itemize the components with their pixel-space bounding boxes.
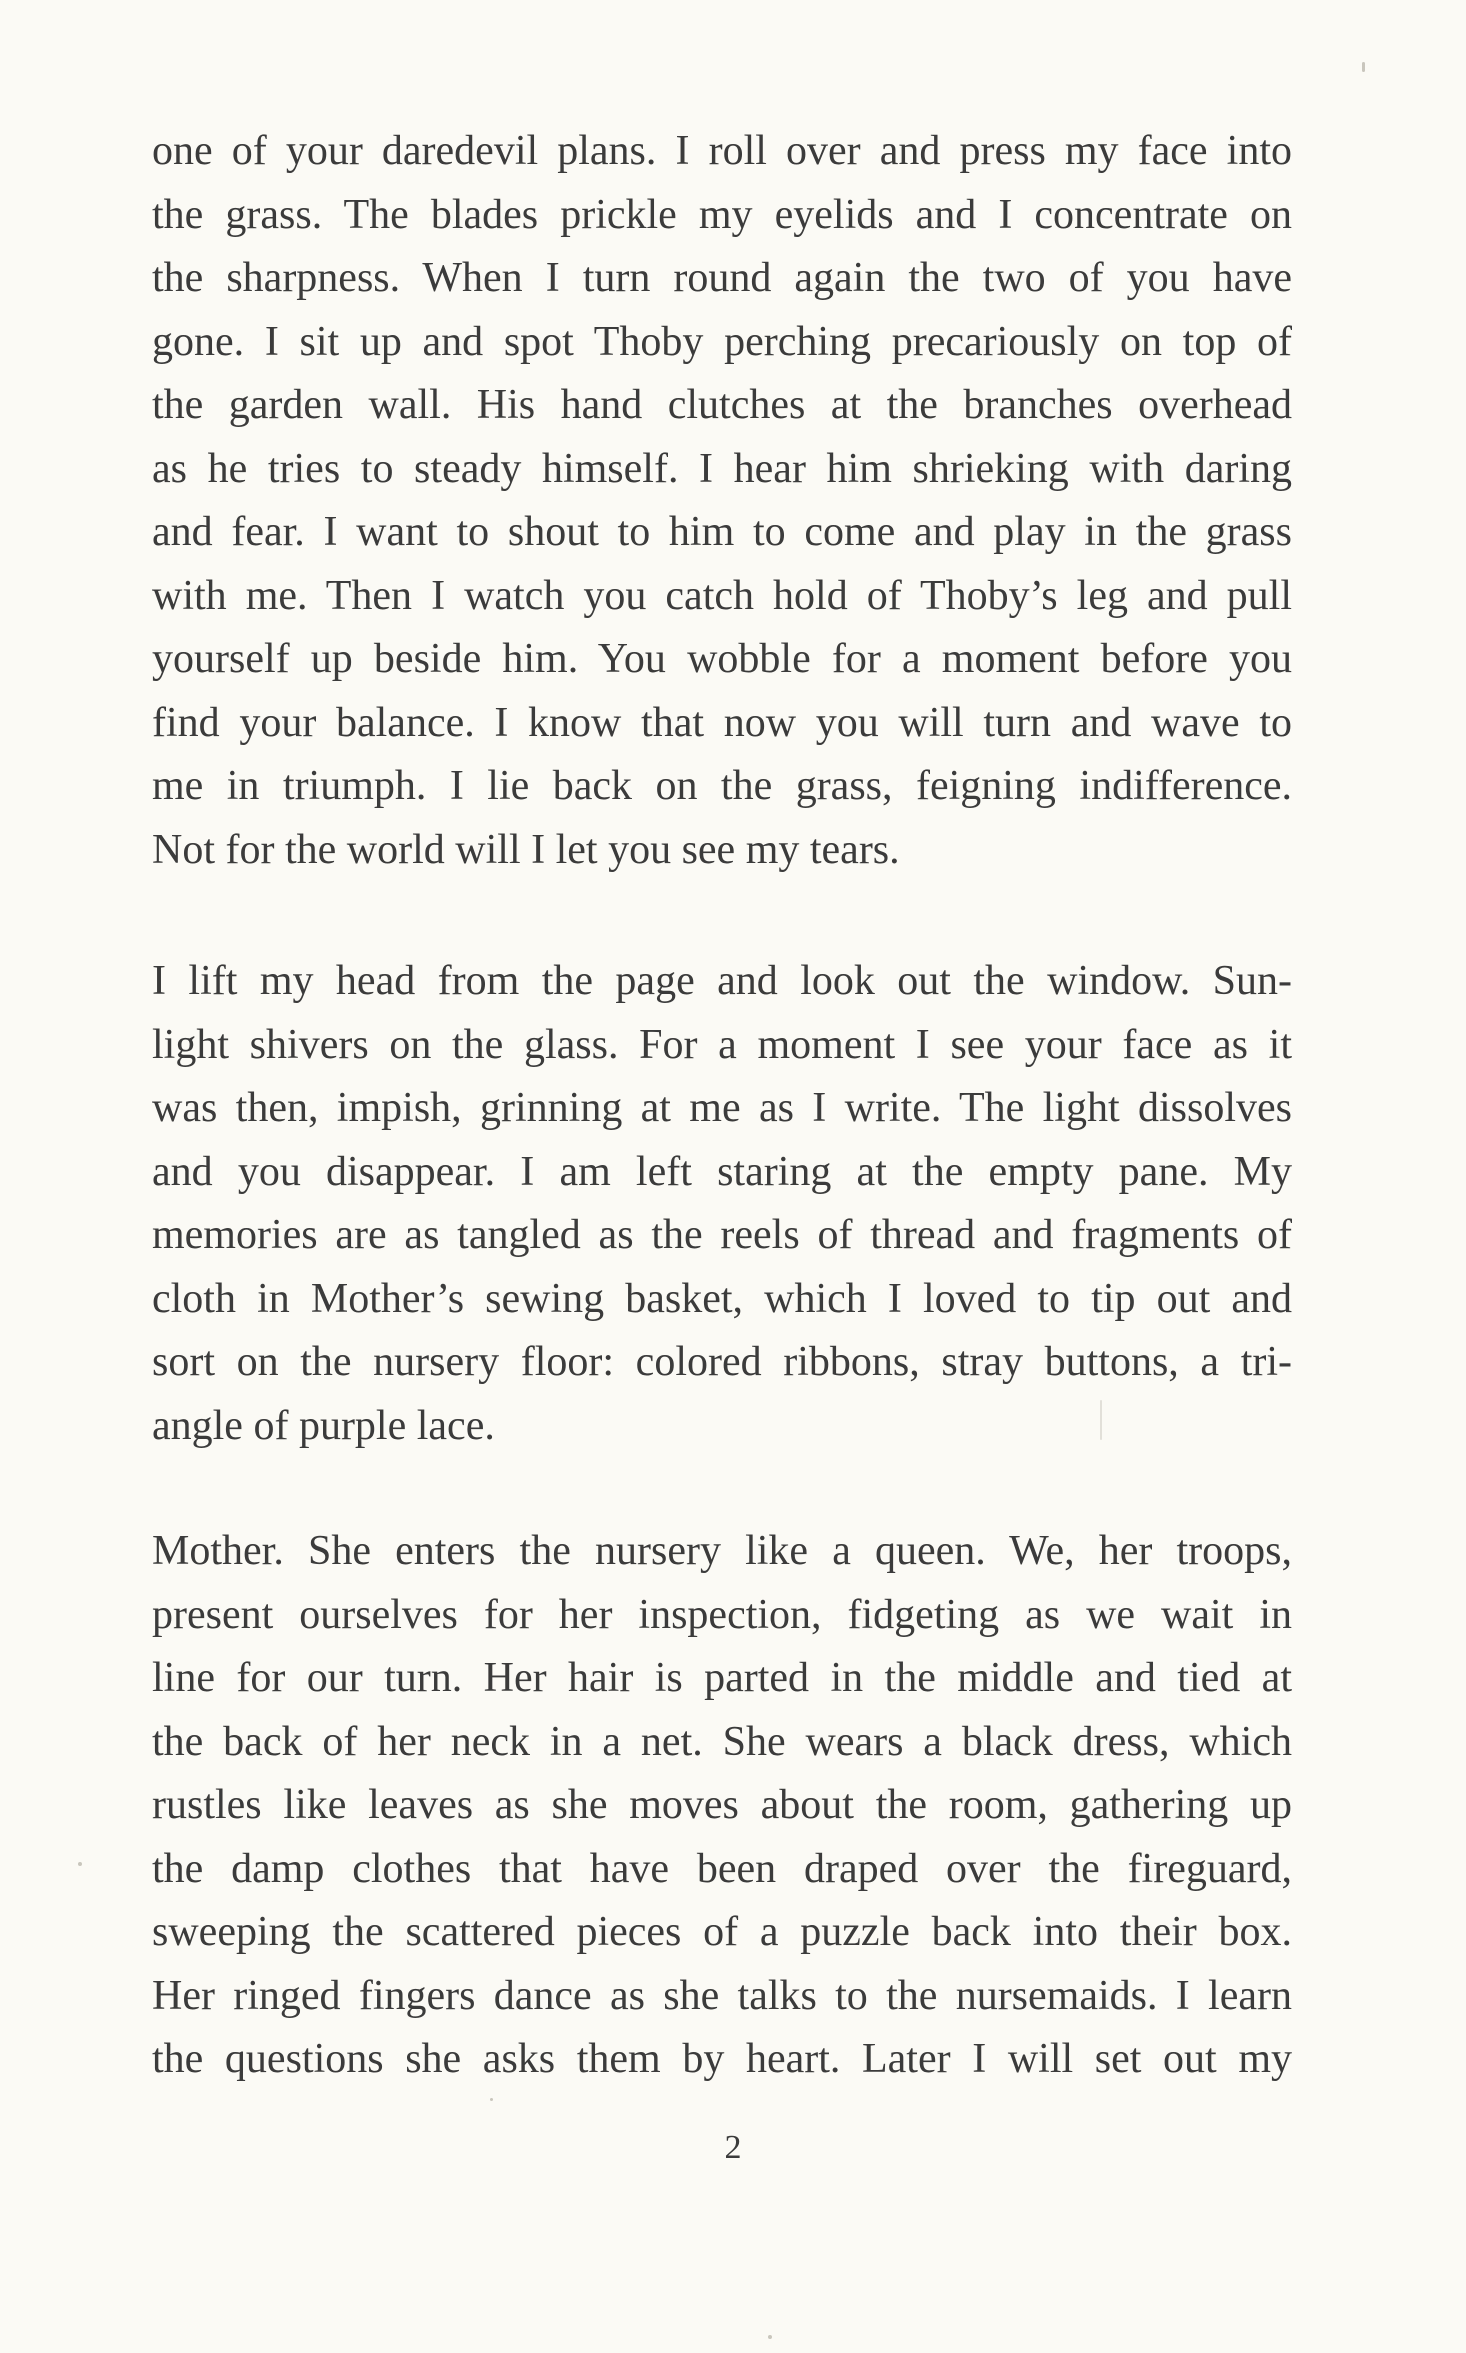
text-line: present ourselves for her inspection, fidgeting as we wait in [152,1591,1292,1638]
text-line: line for our turn. Her hair is parted in the middle and tied at [152,1655,1292,1701]
text-line: I lift my head from the page and look out the window. Sun- [152,958,1292,1004]
text-line: and fear. I want to shout to him to come and play in the grass [152,509,1292,555]
text-line: yourself up beside him. You wobble for a moment before you [152,636,1292,682]
text-line: me in triumph. I lie back on the grass, feigning indifference. [152,763,1292,809]
text-line: the sharpness. When I turn round again the two of you have [152,255,1292,301]
text-line: rustles like leaves as she moves about the room, gathering up [152,1782,1292,1828]
paper-speck [768,2335,772,2339]
paper-speck [1362,62,1365,72]
paragraph-2 [152,950,1292,1458]
text-line: find your balance. I know that now you will turn and wave to [152,699,1292,746]
text-line: Not for the world will I let you see my tears. [152,826,900,873]
text-line: the questions she asks them by heart. Later I will set out my [152,2036,1292,2082]
paragraph-3 [152,1520,1292,2092]
text-line: sweeping the scattered pieces of a puzzle back into their box. [152,1909,1292,1955]
text-line: Her ringed fingers dance as she talks to the nursemaids. I learn [152,1972,1292,2019]
paper-speck [1100,1400,1102,1440]
text-line: memories are as tangled as the reels of thread and fragments of [152,1212,1292,1258]
text-line: light shivers on the glass. For a moment I see your face as it [152,1021,1292,1068]
text-line: the grass. The blades prickle my eyelids and I concentrate on [152,191,1292,238]
paragraph-1 [152,120,1292,882]
text-line: sort on the nursery floor: colored ribbons, stray buttons, a tri- [152,1339,1292,1385]
text-line: Mother. She enters the nursery like a queen. We, her troops, [152,1528,1292,1574]
text-line: and you disappear. I am left staring at the empty pane. My [152,1148,1292,1195]
text-line: the garden wall. His hand clutches at the branches overhead [152,382,1292,428]
text-line: cloth in Mother’s sewing basket, which I loved to tip out and [152,1275,1292,1322]
text-line: was then, impish, grinning at me as I write. The light dissolves [152,1085,1292,1131]
text-line: angle of purple lace. [152,1402,495,1449]
text-line: one of your daredevil plans. I roll over and press my face into [152,128,1292,174]
text-line: with me. Then I watch you catch hold of Thoby’s leg and pull [152,572,1292,619]
paper-speck [490,2098,493,2101]
paper-speck [78,1862,82,1866]
text-line: the back of her neck in a net. She wears a black dress, which [152,1718,1292,1765]
text-line: as he tries to steady himself. I hear him shrieking with daring [152,445,1292,492]
text-line: the damp clothes that have been draped over the fireguard, [152,1845,1292,1892]
text-line: gone. I sit up and spot Thoby perching precariously on top of [152,318,1292,365]
page-number: 2 [724,2129,742,2166]
